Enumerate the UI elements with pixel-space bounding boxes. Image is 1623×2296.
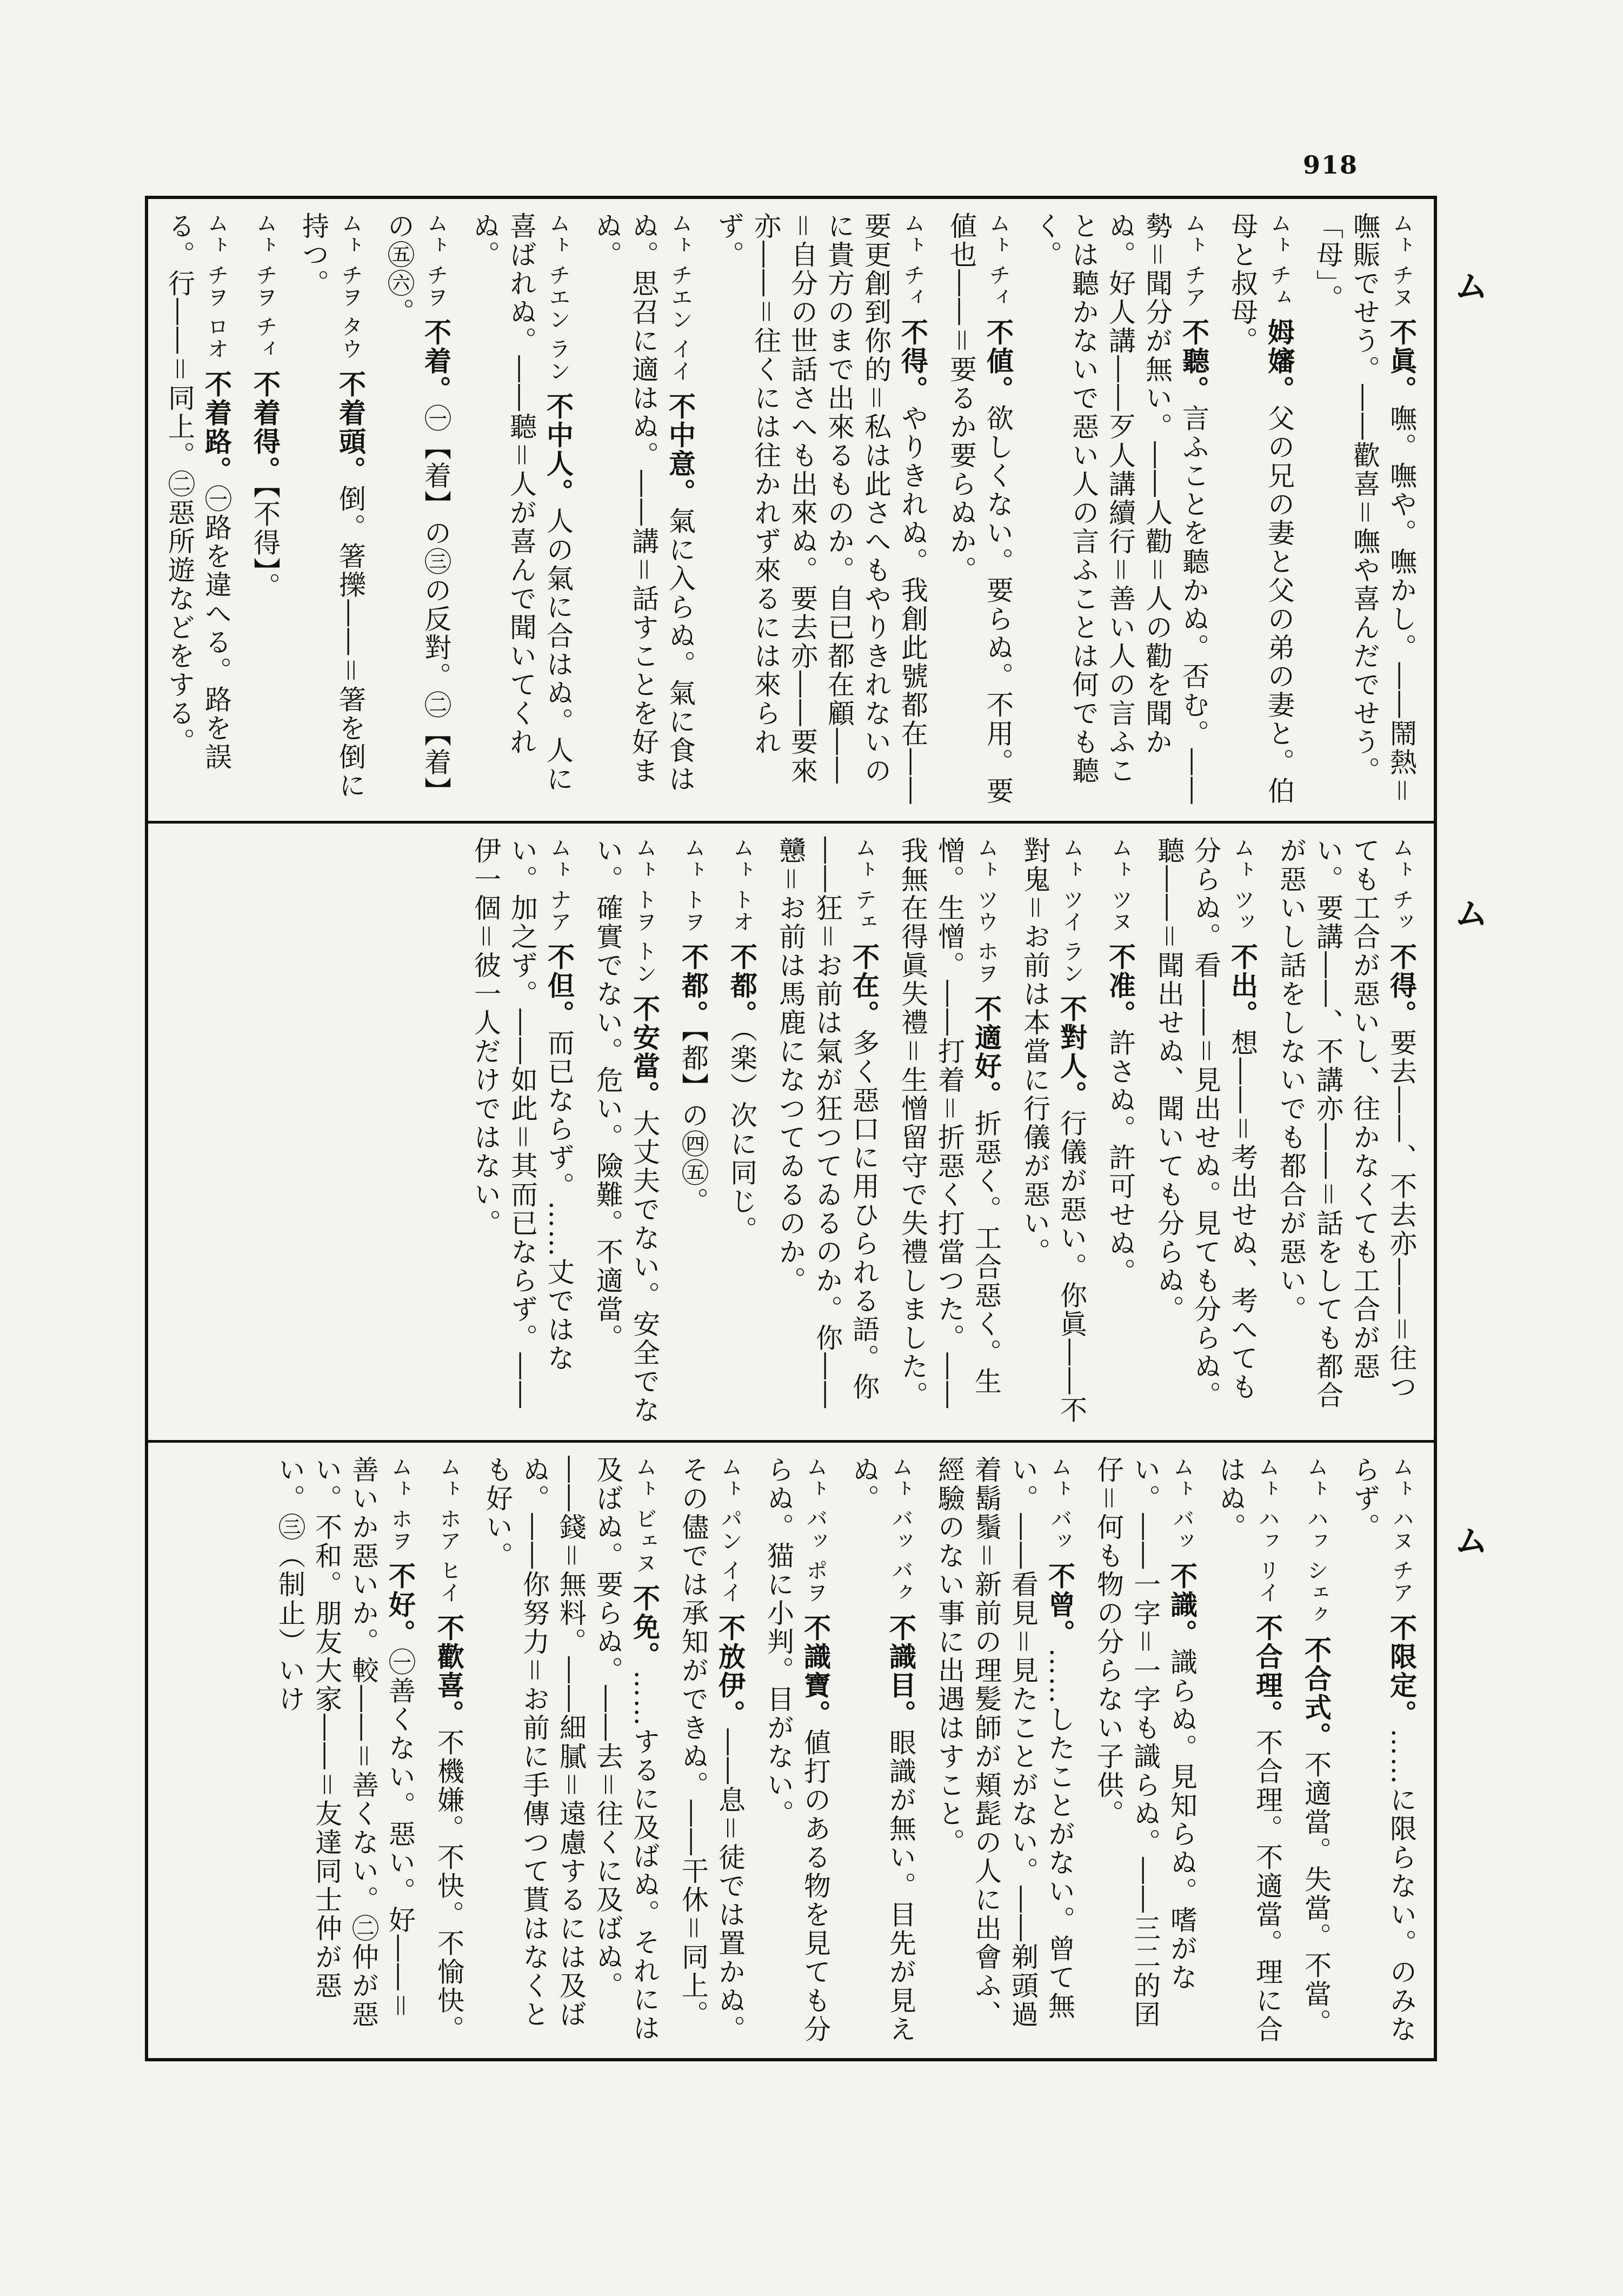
entry-headword: 不適好。 [970,994,1002,1110]
tier-middle [148,824,1434,1443]
entry-definition: 不適當。失當。不當。 [1300,1750,1332,2038]
entry-definition: 要去――、不去亦――＝往つても工合が惡いし、往かなくても工合が惡い。要講――、不講亦――＝話をしても都合が惡いし話をしないでも都合が惡い。 [1275,837,1417,1410]
entry-reading: ムㇳ チヲ チィ [252,212,277,360]
dictionary-entry [846,1456,919,2046]
entry-headword: 不得。 [1386,943,1418,1029]
dictionary-entry [1016,837,1090,1428]
entry-reading: ムㇳ チㇺ [1267,212,1292,308]
entry-headword: 不合理。 [1252,1614,1283,1729]
entry-reading: ムㇳ チエン ラン [546,212,570,382]
dictionary-entry [723,837,760,1428]
entry-headword: 不曾。 [1044,1562,1076,1648]
entry-reading: ムㇳ チヲ タウ [338,212,363,360]
entry-reading: ムㇳ チア [1181,212,1206,308]
entry-definition: 【都】の㊃㊄。 [677,1028,709,1216]
entry-definition: 氣に入らぬ。氣に食はぬ。思召に適はぬ。――講＝話すことを好まぬ。 [591,212,696,794]
entry-headword: 不對人。 [1056,994,1088,1110]
entry-reading: ムㇳ ホア ヒイ [436,1456,461,1604]
entry-definition: 眼識が無い。目先が見えぬ。 [848,1456,916,2044]
dictionary-entry [1150,837,1261,1428]
entry-reading: ムㇳ トオ [729,837,754,933]
entry-reading: ムㇳ ビェヌ [632,1456,657,1574]
entry-reading: ムㇳ ツイ ラン [1059,837,1084,985]
entry-definition: ㊀路を違へる。路を誤る。行――＝同上。㊁惡所遊などをする。 [164,212,232,772]
entry-headword: 不識寶。 [800,1614,832,1729]
entry-headword: 不放伊。 [714,1614,746,1729]
entry-definition: 倒。箸擽――＝箸を倒に持つ。 [298,212,366,800]
entry-headword: 不聽。 [1178,318,1210,404]
entry-definition: 許さぬ。許可せぬ。 [1105,1028,1136,1287]
entry-reading: ムㇳ トヲ トン [632,837,657,985]
entry-headword: 不識。 [1166,1562,1198,1648]
entry-reading: ムㇳ ツウ ホヲ [974,837,999,985]
entry-definition: やりきれぬ。我創此號都在――要更創到你的＝私は此さへもやりきれないのに貴方のまで出來るものか。自已都在顧――＝自分の世話さへも出來ぬ。要去亦――要來亦――＝往くには往かれず來るには來られず。 [713,212,928,806]
entry-headword: 不但。 [543,943,575,1029]
dictionary-entry [295,212,369,809]
entry-reading: ムㇳ チヌ [1389,212,1414,308]
dictionary-entry [588,212,699,809]
dictionary-entry [1273,837,1420,1428]
entry-reading: ムㇳ バッ バㇰ [888,1456,913,1604]
entry-headword: 不都。 [677,943,709,1029]
entry-headword: 不中意。 [664,392,696,507]
entry-reading: ムㇳ ハㇷ リイ [1255,1456,1280,1604]
entry-definition: 行儀が惡い。你眞――不對鬼＝お前は本當に行儀が惡い。 [1019,837,1087,1425]
dictionary-frame [145,196,1437,2061]
dictionary-entry [381,212,454,809]
entry-headword: 不着頭。 [335,370,367,485]
entry-headword: 不合式。 [1300,1636,1332,1751]
entry-headword: 不着路。 [201,370,232,485]
entry-headword: 不着得。 [249,370,281,485]
dictionary-entry [467,837,577,1428]
entry-headword: 不出。 [1227,943,1259,1029]
dictionary-entry [760,1456,834,2046]
entry-definition: 不合理。不適當。理に合はぬ。 [1215,1456,1283,2044]
dictionary-entry [894,837,1005,1428]
entry-definition: 欲しくない。要らぬ。不用。要値也――＝要るか要らぬか。 [946,212,1014,806]
entry-definition: 言ふことを聽かぬ。否む。――勢＝聞分が無い。――人勸＝人の勸を聞かぬ。好人講――歹人講續行＝善い人の言ふことは聽かないで惡い人の言ふことは何でも聽く。 [1031,212,1209,806]
dictionary-entry [943,212,1016,809]
entry-reading: ムㇳ ホヲ [388,1456,413,1552]
entry-definition: 不機嫌。不快。不愉快。 [433,1728,464,2044]
entry-headword: 不都。 [726,943,758,1029]
entry-headword: 不在。 [848,943,880,1029]
dictionary-entry [1212,1456,1286,2046]
tier-bottom-columns [271,1456,1420,2046]
entry-headword: 姆嬸。 [1263,318,1295,404]
entry-definition: ――息＝徒では置かぬ。その儘では承知ができぬ。――干休＝同上。 [677,1456,746,2044]
dictionary-entry [1028,212,1212,809]
entry-definition: 値打のある物を見ても分らぬ。猫に小判。目がない。 [763,1456,831,2044]
tier-top-columns [161,212,1420,809]
dictionary-entry [271,1456,418,2046]
entry-definition: 想――＝考出せぬ、考へても分らぬ。看――＝見出せぬ。見ても分らぬ。聽――＝聞出せぬ、聞いても分らぬ。 [1153,837,1258,1410]
entry-headword: 不好。 [384,1562,416,1648]
entry-reading: ムㇳ パン イイ [717,1456,742,1604]
entry-definition: 多く惡口に用ひられる語。你――狂＝お前は氣が狂つてゐるのか。你――戇＝お前は馬鹿になつてゐるのか。 [775,837,880,1410]
dictionary-entry [1102,837,1139,1428]
entry-definition: ……に限らない。のみならず。 [1349,1456,1417,2044]
dictionary-entry [466,212,576,809]
dictionary-entry [479,1456,663,2046]
entry-reading: ムㇳ チッ [1389,837,1414,933]
entry-definition: 嘸。嘸や。嘸かし。――鬧熱＝嘸賑でせう。――歡喜＝嘸や喜んだでせう。「母」。 [1312,212,1417,806]
entry-headword: 不識目。 [885,1614,917,1729]
entry-definition: 父の兄の妻と父の弟の妻と。伯母と叔母。 [1227,212,1295,806]
tier-middle-columns [467,837,1420,1428]
section-mark-middle: ム [1454,894,1488,933]
entry-reading: ムㇳ チヲ ロオ [204,212,229,360]
dictionary-entry [1224,212,1298,809]
entry-headword: 不准。 [1105,943,1136,1029]
entry-reading: ムㇳ トヲ [681,837,706,933]
entry-headword: 不値。 [982,318,1014,404]
dictionary-entry [1298,1456,1334,2046]
page-number: 918 [1303,150,1359,180]
entry-headword: 不眞。 [1386,318,1418,404]
entry-definition: ……するに及ばぬ。それには及ばぬ。要らぬ。――去＝往くに及ばぬ。――錢＝無料。――細膩＝遠慮するには及ばぬ。――你努力＝お前に手傳つて貰はなくとも好い。 [482,1456,660,2043]
entry-reading: ムㇳ バッ [1047,1456,1072,1552]
tier-top [148,199,1434,824]
dictionary-entry [1309,212,1420,809]
entry-reading: ムㇳ ハㇷ シェㇰ [1303,1456,1328,1626]
entry-reading: ムㇳ テェ [852,837,876,933]
entry-reading: ムㇳ ナア [547,837,571,933]
dictionary-entry [247,212,283,809]
entry-headword: 不歡喜。 [433,1614,465,1729]
entry-headword: 不得。 [897,318,929,404]
entry-reading: ムㇳ バッ ポヲ [803,1456,828,1604]
entry-reading: ムㇳ バッ [1169,1456,1194,1552]
dictionary-entry [675,837,711,1428]
dictionary-entry [589,837,663,1428]
dictionary-entry [772,837,882,1428]
entry-headword: 不中人。 [542,392,574,507]
entry-definition: ㊀善くない。惡い。好――＝善いか惡いか。較――＝善くない。㊁仲が惡い。不和。朋友大家――＝友達同士仲が惡い。㊂（制止）いけ [274,1456,416,2029]
dictionary-entry [931,1456,1078,2046]
entry-definition: 人の氣に合はぬ。人に喜ばれぬ。――聽＝人が喜んで聞いてくれぬ。 [469,212,574,794]
entry-reading: ムㇳ ツヌ [1108,837,1133,933]
entry-definition: 折惡く。工合惡く。生憎。生憎。――打着＝折惡く打當つた。――我無在得眞失禮＝生憎留守で失禮しました。 [897,837,1002,1410]
entry-definition: 而已ならず。……丈ではない。加之ず。――如此＝其而已ならず。――伊一個＝彼一人だけではない。 [470,837,575,1410]
entry-headword: 不安當。 [629,994,661,1110]
entry-reading: ムㇳ ハヌ チア [1389,1456,1414,1604]
section-mark-bottom: ム [1454,1521,1488,1561]
entry-definition: 大丈夫でない。安全でない。確實でない。危い。險難。不適當。 [592,837,660,1425]
dictionary-entry [1346,1456,1420,2046]
dictionary-entry [675,1456,748,2046]
entry-definition: （楽）次に同じ。 [726,1028,757,1245]
entry-headword: 不限定。 [1386,1614,1418,1729]
entry-headword: 不着。 [420,318,452,404]
dictionary-entry [161,212,235,809]
entry-definition: ……したことがない。曾て無い。――看見＝見たことがない。――剃頭過着鬍鬚＝新前の理髪師が頬髭の人に出會ふ、經驗のない事に出遇はすこと。 [934,1456,1075,2029]
entry-definition: 【不得】。 [249,485,281,601]
dictionary-entry [430,1456,467,2046]
entry-reading: ムㇳ チヲ [423,212,448,308]
dictionary-entry [1090,1456,1200,2046]
entry-reading: ムㇳ チエン イイ [668,212,693,382]
entry-headword: 不免。 [629,1584,661,1670]
section-mark-top: ム [1454,267,1488,306]
entry-reading: ムㇳ チィ [986,212,1010,308]
entry-reading: ムㇳ ツッ [1230,837,1255,933]
dictionary-entry [710,212,931,809]
tier-bottom [148,1443,1434,2058]
entry-definition: 識らぬ。見知らぬ。嗜がない。――一字＝一字も識らぬ。――三二的囝仔＝何も物の分らない子供。 [1093,1456,1198,2029]
entry-reading: ムㇳ チィ [900,212,925,308]
entry-definition: ㊀【着】の㊂の反對。㊁【着】の㊄㊅。 [383,212,451,806]
